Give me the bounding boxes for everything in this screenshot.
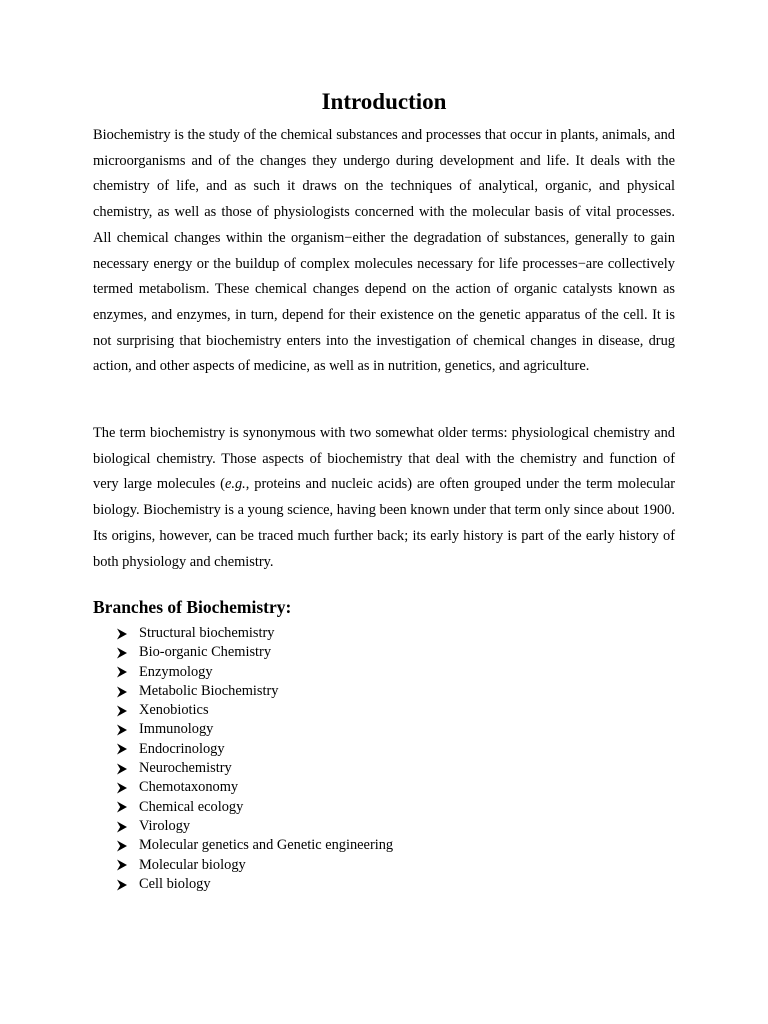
arrowhead-bullet-icon [116, 666, 139, 678]
branches-heading: Branches of Biochemistry: [93, 597, 292, 617]
arrowhead-bullet-icon [116, 782, 139, 794]
list-item [116, 624, 393, 643]
arrowhead-bullet-icon [116, 705, 139, 717]
list-item [116, 759, 393, 778]
arrowhead-bullet-icon [116, 647, 139, 659]
list-item-label: Immunology [139, 721, 214, 738]
arrowhead-bullet-icon [116, 821, 139, 833]
page-title: Introduction [321, 89, 447, 114]
arrowhead-bullet-icon [116, 686, 139, 698]
list-item-label: Molecular biology [139, 856, 246, 873]
list-item-label: Neurochemistry [139, 760, 232, 777]
list-item-label: Structural biochemistry [139, 625, 275, 641]
paragraph-text-segment: The term biochemistry is synonymous with two somewhat older terms: physiological chemistry and biological chemistry. Those aspects of biochemistry that deal with the chemistry and function of very large molecules ( [93, 425, 675, 493]
list-item [116, 682, 393, 701]
arrowhead-bullet-icon [116, 840, 139, 852]
list-item-label: Virology [139, 817, 191, 834]
arrowhead-bullet-icon [116, 879, 139, 891]
arrowhead-bullet-icon [116, 859, 139, 871]
intro-paragraph: Biochemistry is the study of the chemical substances and processes that occur in plants, animals, and microorganisms and of the changes they undergo during development and life. It deals with the chemistry of life, and as such it draws on the techniques of analytical, organic, and physical chemistry, as well as those of physiologists concerned with the molecular basis of vital processes. All chemical changes within the organism−either the degradation of substances, generally to gain necessary energy or the buildup of complex molecules necessary for life processes−are collectively termed metabolism. These chemical changes depend on the action of organic catalysts known as enzymes, and enzymes, in turn, depend for their existence on the genetic apparatus of the cell. It is not surprising that biochemistry enters into the investigation of chemical changes in disease, drug action, and other aspects of medicine, as well as in nutrition, genetics, and agriculture. [93, 127, 675, 375]
list-item [116, 836, 393, 855]
list-item [116, 701, 393, 720]
list-item [116, 856, 393, 875]
branches-list [116, 624, 393, 894]
list-item-label: Metabolic Biochemistry [139, 682, 279, 699]
list-item [116, 740, 393, 759]
list-item-label: Chemotaxonomy [139, 779, 239, 796]
list-item [116, 778, 393, 797]
terminology-paragraph [93, 421, 675, 575]
list-item-label: Bio-organic Chemistry [139, 644, 272, 661]
list-item-label: Molecular genetics and Genetic engineering [139, 837, 394, 854]
list-item [116, 663, 393, 682]
italic-abbreviation: e.g. [224, 476, 246, 493]
arrowhead-bullet-icon [116, 801, 139, 813]
paragraph-text-segment: , proteins and nucleic acids) are often grouped under the term molecular biology. Biochemistry is a young science, having been known under that term only since about 1900. Its origins, however, can be traced much further back; its early history is part of the early history of both physiology and chemistry. [93, 476, 675, 570]
list-item [116, 817, 393, 836]
arrowhead-bullet-icon [116, 763, 139, 775]
list-item [116, 643, 393, 662]
list-item-label: Chemical ecology [139, 798, 244, 815]
arrowhead-bullet-icon [116, 743, 139, 755]
arrowhead-bullet-icon [116, 628, 139, 640]
list-item-label: Xenobiotics [139, 702, 209, 719]
list-item-label: Cell biology [139, 875, 211, 892]
list-item-label: Endocrinology [139, 740, 225, 757]
list-item [116, 875, 393, 894]
list-item [116, 720, 393, 739]
arrowhead-bullet-icon [116, 724, 139, 736]
list-item [116, 798, 393, 817]
list-item-label: Enzymology [139, 663, 213, 680]
